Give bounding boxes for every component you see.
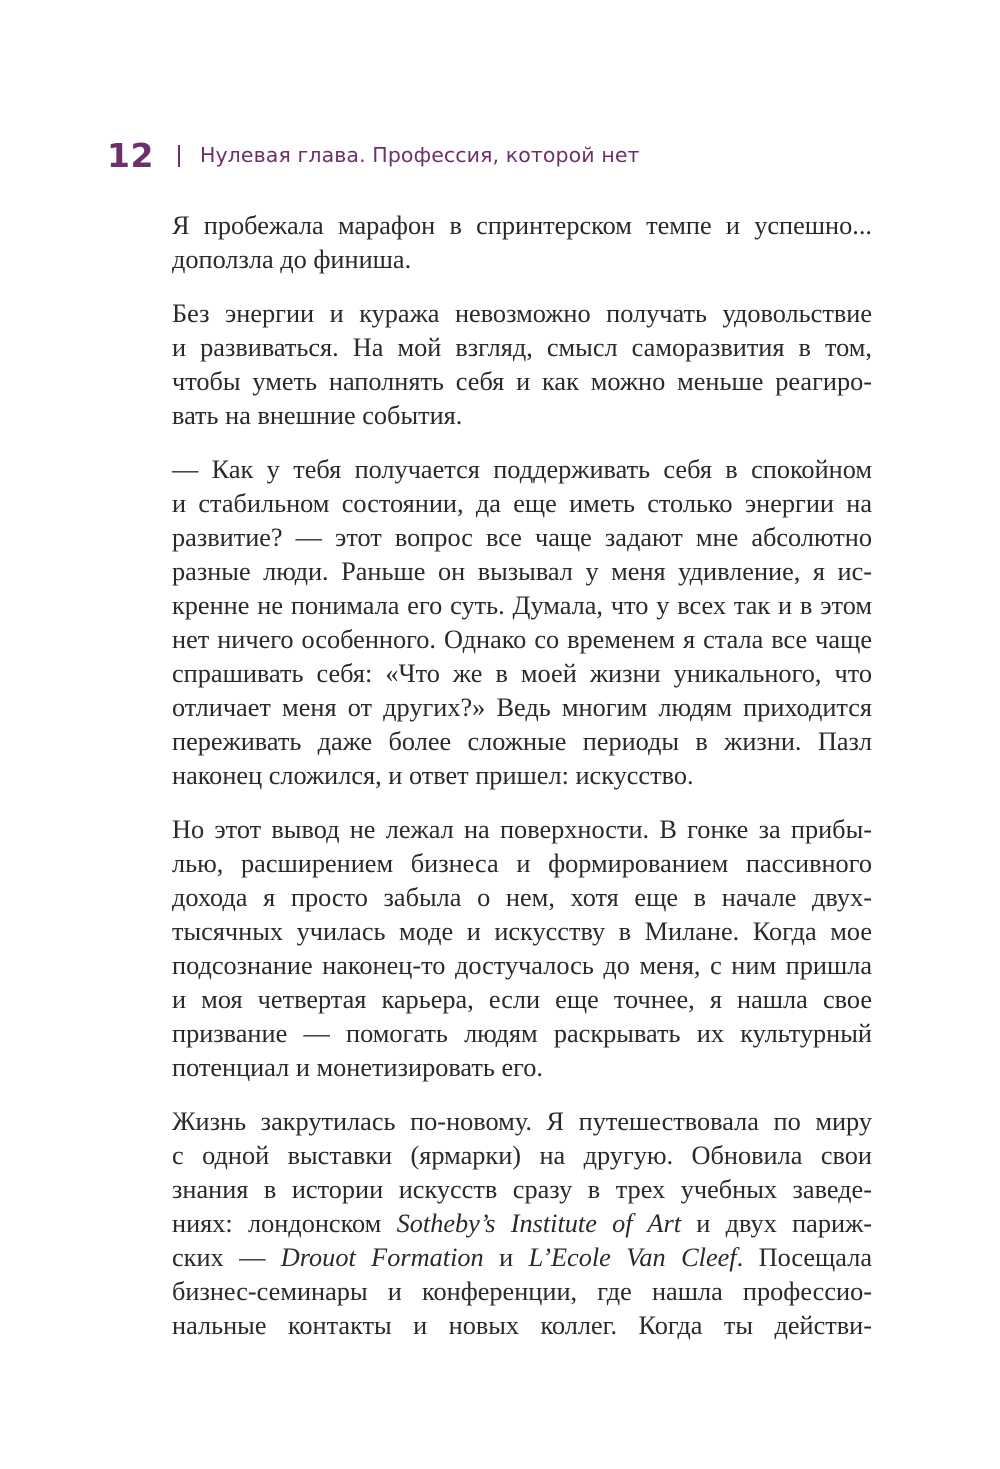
text-line: подсознание наконец-то достучалось до меня, с ним пришла bbox=[172, 951, 872, 980]
text-line: отличает меня от других?» Ведь многим людям приходится bbox=[172, 693, 872, 722]
text-line: потенциал и монетизировать его. bbox=[172, 1053, 544, 1082]
running-header bbox=[107, 133, 640, 177]
institution-name: L’Ecole Van Cleef bbox=[528, 1243, 737, 1272]
text-line: Жизнь закрутилась по-новому. Я путешествовала по миру bbox=[172, 1107, 872, 1136]
institution-name: Drouot Formation bbox=[280, 1243, 484, 1272]
text-line: бизнес-семинары и конференции, где нашла профессио- bbox=[172, 1277, 872, 1306]
text-fragment: ских — bbox=[172, 1243, 266, 1272]
text-line: — Как у тебя получается поддерживать себя в спокойном bbox=[172, 455, 872, 484]
body-text bbox=[172, 209, 872, 1363]
text-line: Без энергии и куража невозможно получать удовольствие bbox=[172, 299, 872, 328]
text-line: и развиваться. На мой взгляд, смысл саморазвития в том, bbox=[172, 333, 872, 362]
text-line: с одной выставки (ярмарки) на другую. Обновила свои bbox=[172, 1141, 872, 1170]
text-line: знания в истории искусств сразу в трех учебных заведе- bbox=[172, 1175, 872, 1204]
institution-name: Sotheby’s Institute of Art bbox=[396, 1209, 682, 1238]
chapter-title: Нулевая глава. Профессия, которой нет bbox=[199, 143, 640, 167]
paragraph-2 bbox=[172, 297, 872, 433]
text-fragment: и двух париж- bbox=[696, 1209, 872, 1238]
text-fragment: . Посещала bbox=[736, 1243, 872, 1272]
text-line: вать на внешние события. bbox=[172, 401, 463, 430]
text-line: спрашивать себя: «Что же в моей жизни уникального, что bbox=[172, 659, 872, 688]
text-line bbox=[172, 1241, 872, 1275]
text-line: и моя четвертая карьера, если еще точнее, я нашла свое bbox=[172, 985, 872, 1014]
paragraph-4 bbox=[172, 813, 872, 1085]
text-line bbox=[172, 1207, 872, 1241]
paragraph-3 bbox=[172, 453, 872, 793]
text-line: доползла до финиша. bbox=[172, 245, 412, 274]
text-line: переживать даже более сложные периоды в жизни. Пазл bbox=[172, 727, 872, 756]
text-line: нет ничего особенного. Однако со временем я стала все чаще bbox=[172, 625, 872, 654]
text-fragment: и bbox=[499, 1243, 514, 1272]
text-line: Я пробежала марафон в спринтерском темпе и успешно... bbox=[172, 211, 872, 240]
header-divider bbox=[178, 145, 180, 167]
page-number: 12 bbox=[107, 135, 154, 175]
text-line: тысячных училась моде и искусству в Милане. Когда мое bbox=[172, 917, 872, 946]
text-line: наконец сложился, и ответ пришел: искусство. bbox=[172, 761, 694, 790]
text-line: Но этот вывод не лежал на поверхности. В гонке за прибы- bbox=[172, 815, 872, 844]
text-line: нальные контакты и новых коллег. Когда ты действи- bbox=[172, 1311, 872, 1340]
text-line: разные люди. Раньше он вызывал у меня удивление, я ис- bbox=[172, 557, 872, 586]
text-line: дохода я просто забыла о нем, хотя еще в начале двух- bbox=[172, 883, 872, 912]
text-line: и стабильном состоянии, да еще иметь столько энергии на bbox=[172, 489, 872, 518]
paragraph-5 bbox=[172, 1105, 872, 1343]
paragraph-1 bbox=[172, 209, 872, 277]
text-line: развитие? — этот вопрос все чаще задают мне абсолютно bbox=[172, 523, 872, 552]
text-line: лью, расширением бизнеса и формированием пассивного bbox=[172, 849, 872, 878]
text-line: кренне не понимала его суть. Думала, что у всех так и в этом bbox=[172, 591, 872, 620]
text-fragment: ниях: лондонском bbox=[172, 1209, 382, 1238]
text-line: призвание — помогать людям раскрывать их культурный bbox=[172, 1019, 872, 1048]
text-line: чтобы уметь наполнять себя и как можно меньше реагиро- bbox=[172, 367, 872, 396]
